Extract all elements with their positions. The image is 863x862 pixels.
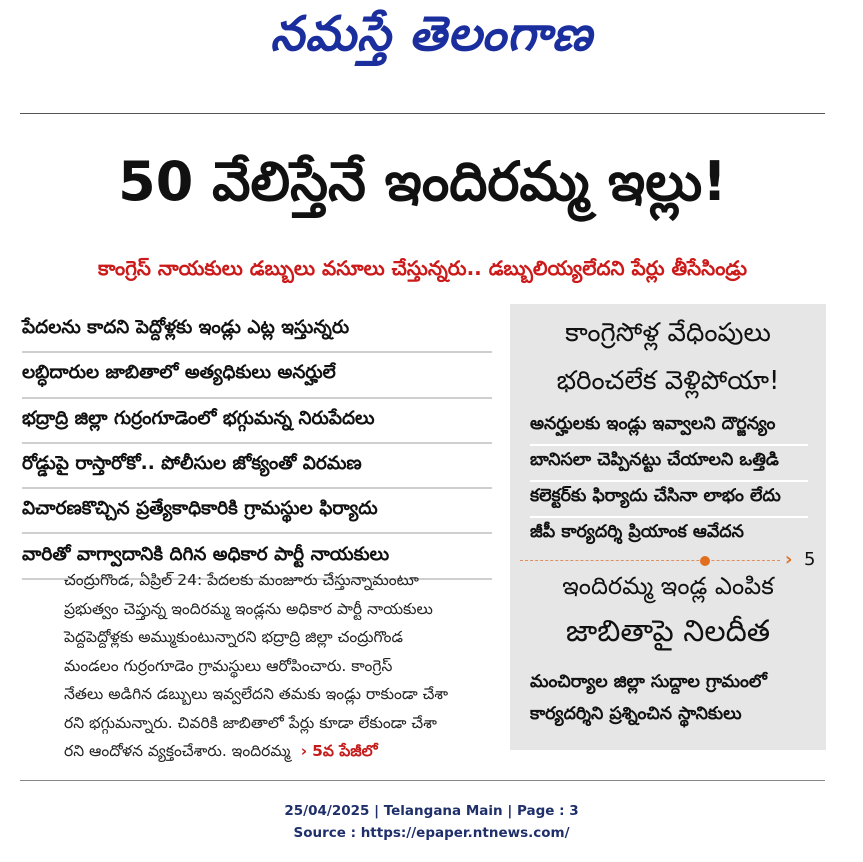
jump-arrow-icon: › bbox=[295, 742, 308, 760]
sidebar-divider bbox=[530, 516, 808, 518]
sidebar-headline: కాంగ్రెసోళ్ల వేధింపులు bbox=[565, 318, 771, 348]
sidebar-bullet: అనర్హులకు ఇండ్లు ఇవ్వాలని దౌర్జన్యం bbox=[530, 414, 776, 434]
sidebar-headline: ఇందిరమ్మ ఇండ్ల ఎంపిక bbox=[562, 572, 774, 600]
story-line: రని ఆందోళన వ్యక్తంచేశారు. ఇందిరమ్మ bbox=[64, 742, 291, 760]
page-ref-number: 5 bbox=[804, 549, 816, 570]
sidebar-bullet: మంచిర్యాల జిల్లా సుద్దాల గ్రామంలో bbox=[530, 672, 767, 692]
continued-page-link[interactable]: 5వ పేజీలో bbox=[312, 742, 378, 760]
divider-dot-icon bbox=[700, 556, 710, 566]
sidebar-divider bbox=[530, 480, 808, 482]
highlight-item: భద్రాద్రి జిల్లా గుర్రంగూడెంలో భగ్గుమన్న నిరుపేదలు bbox=[22, 399, 492, 444]
page-ref-arrow-icon: › bbox=[785, 549, 793, 570]
sidebar-bullet: జీపీ కార్యదర్శి ప్రియాంక ఆవేదన bbox=[530, 522, 744, 542]
footer-date-line: 25/04/2025 | Telangana Main | Page : 3 bbox=[284, 803, 579, 819]
headline: 50 వేలిస్తేనే ఇందిరమ్మ ఇల్లు! bbox=[118, 150, 727, 213]
sidebar-headline: జాబితాపై నిలదీత bbox=[565, 614, 771, 649]
story-line: చంద్రుగొండ, ఏప్రిల్ 24: పేదలకు మంజూరు చేస్తున్నామంటూ bbox=[64, 571, 419, 589]
story-line: పెద్దపెద్దోళ్లకు అమ్ముకుంటున్నారని భద్రాద్రి జిల్లా చంద్రుగొండ bbox=[64, 628, 403, 646]
highlight-list bbox=[22, 308, 492, 580]
story-body bbox=[64, 566, 484, 766]
story-line: మండలం గుర్రంగూడెం గ్రామస్థులు ఆరోపించారు. కాంగ్రెస్ bbox=[64, 656, 393, 675]
story-line: నేతలు అడిగిన డబ్బులు ఇవ్వలేదని తమకు ఇండ్లు రాకుండా చేశా bbox=[64, 685, 449, 703]
sidebar-box bbox=[510, 304, 826, 750]
highlight-item: పేదలను కాదని పెద్దోళ్లకు ఇండ్లు ఎట్ల ఇస్తున్నరు bbox=[22, 308, 492, 353]
footer-source-line[interactable]: Source : https://epaper.ntnews.com/ bbox=[293, 825, 570, 841]
highlight-item: లబ్ధిదారుల జాబితాలో అత్యధికులు అనర్హులే bbox=[22, 353, 492, 398]
highlight-item: వారితో వాగ్వాదానికి దిగిన అధికార పార్టీ నాయకులు bbox=[22, 534, 492, 579]
highlight-item: విచారణకొచ్చిన ప్రత్యేకాధికారికి గ్రామస్థుల ఫిర్యాదు bbox=[22, 489, 492, 534]
highlight-item: రోడ్డుపై రాస్తారోకో.. పోలీసుల జోక్యంతో విరమణ bbox=[22, 444, 492, 489]
sidebar-bullet: బానిసలా చెప్పినట్టు చేయాలని ఒత్తిడి bbox=[530, 450, 779, 470]
bottom-rule bbox=[20, 780, 825, 781]
section-divider bbox=[520, 560, 780, 561]
story-last-line bbox=[64, 737, 484, 766]
sidebar-bullet: కలెక్టర్‌కు ఫిర్యాదు చేసినా లాభం లేదు bbox=[530, 486, 781, 506]
top-rule bbox=[20, 113, 825, 114]
masthead-logo: నమస్తే తెలంగాణ bbox=[270, 6, 593, 62]
sidebar-bullet: కార్యదర్శిని ప్రశ్నించిన స్థానికులు bbox=[530, 704, 742, 724]
masthead bbox=[0, 0, 863, 80]
sidebar-headline: భరించలేక వెళ్లిపోయా! bbox=[556, 366, 780, 396]
sidebar-divider bbox=[530, 444, 808, 446]
subhead: కాంగ్రెస్ నాయకులు డబ్బులు వసూలు చేస్తున్నరు.. డబ్బులియ్యలేదని పేర్లు తీసేసిండ్రు bbox=[97, 256, 748, 280]
story-line: ప్రభుత్వం చెప్తున్న ఇందిరమ్మ ఇండ్లను అధికార పార్టీ నాయకులు bbox=[64, 599, 433, 618]
story-line: రని భగ్గుమన్నారు. చివరికి జాబితాలో పేర్లు కూడా లేకుండా చేశా bbox=[64, 713, 437, 732]
